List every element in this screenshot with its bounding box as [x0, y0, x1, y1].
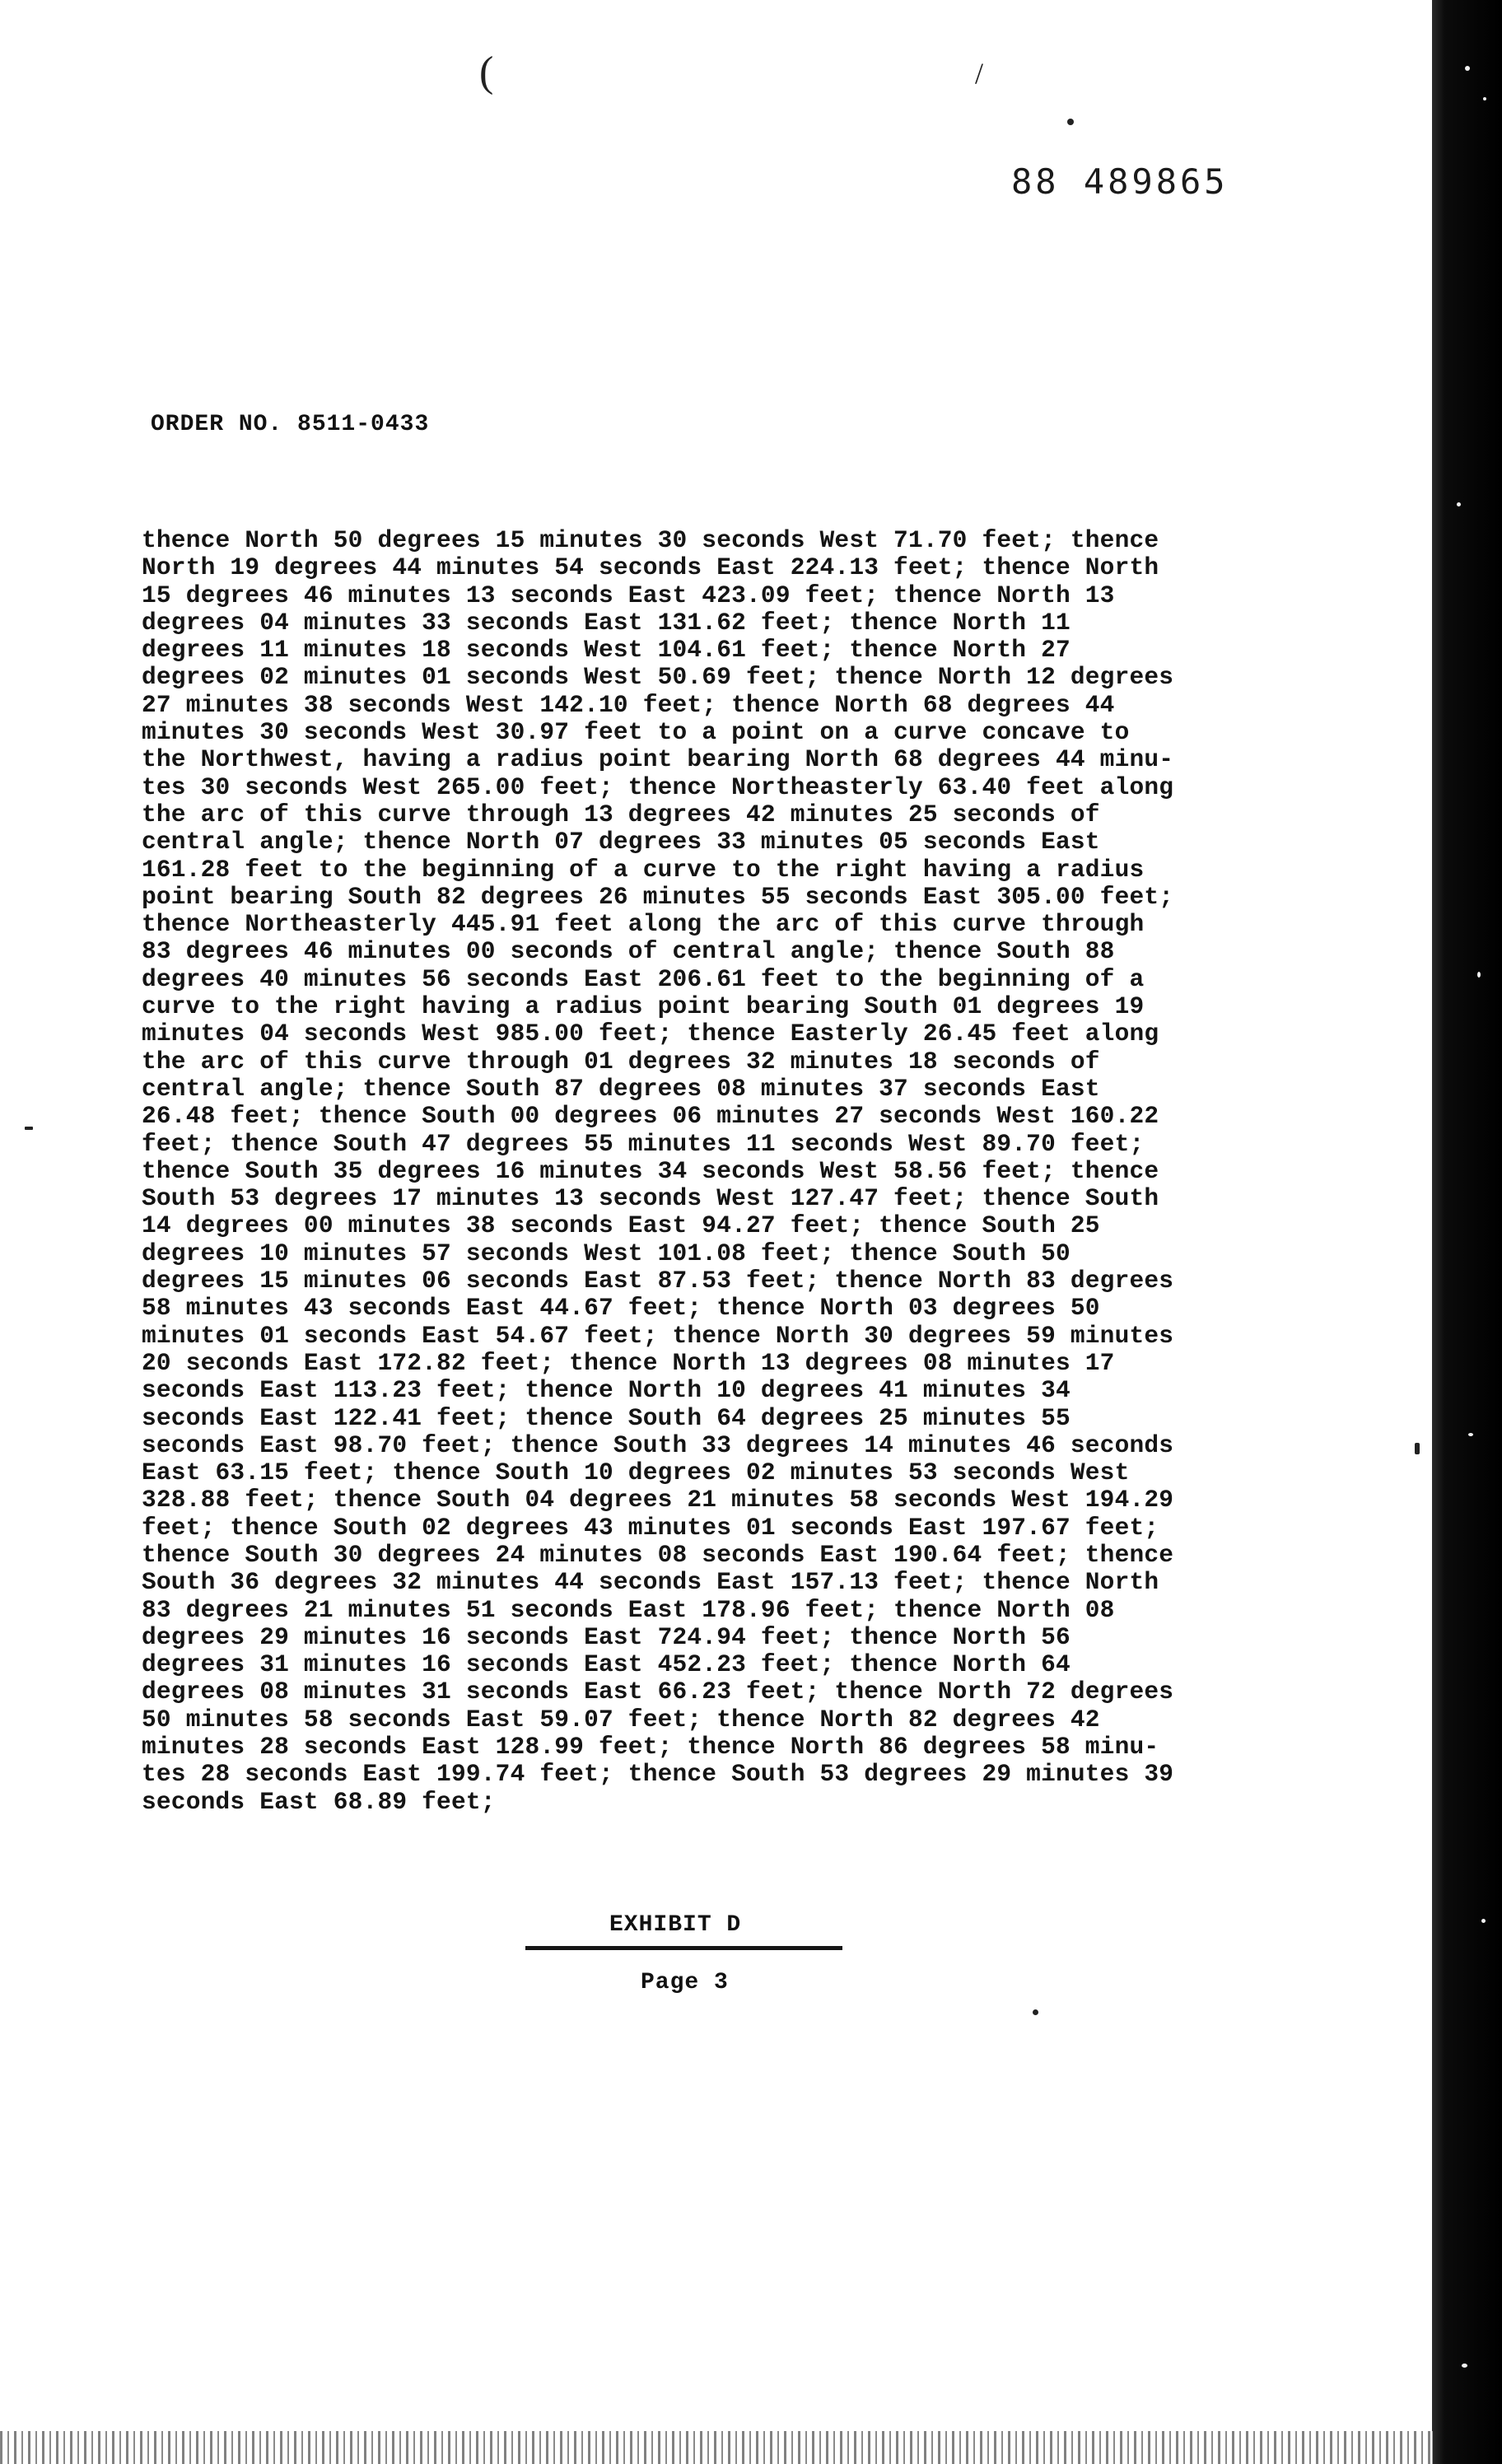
stray-dot — [1033, 2009, 1038, 2015]
page-number: Page 3 — [641, 1970, 729, 1995]
description-line: North 19 degrees 44 minutes 54 seconds East 224.13 feet; thence North — [142, 553, 1159, 582]
margin-mark — [1415, 1443, 1420, 1454]
description-line: 161.28 feet to the beginning of a curve to the right having a radius — [142, 855, 1145, 884]
description-line: the arc of this curve through 13 degrees 42 minutes 25 seconds of — [142, 800, 1100, 828]
description-line: degrees 29 minutes 16 seconds East 724.94 feet; thence North 56 — [142, 1622, 1071, 1651]
scan-speck — [1465, 66, 1470, 71]
description-line: 14 degrees 00 minutes 38 seconds East 94.27 feet; thence South 25 — [142, 1211, 1100, 1240]
exhibit-label: EXHIBIT D — [609, 1912, 742, 1938]
document-number: 88 489865 — [1011, 161, 1229, 202]
description-line: seconds East 68.89 feet; — [142, 1787, 496, 1816]
description-line: degrees 08 minutes 31 seconds East 66.23 feet; thence North 72 degrees — [142, 1678, 1174, 1706]
description-line: thence South 30 degrees 24 minutes 08 seconds East 190.64 feet; thence — [142, 1540, 1174, 1569]
description-line: minutes 28 seconds East 128.99 feet; thence North 86 degrees 58 minu- — [142, 1733, 1159, 1762]
description-line: thence Northeasterly 445.91 feet along the arc of this curve through — [142, 910, 1145, 939]
description-line: curve to the right having a radius point bearing South 01 degrees 19 — [142, 992, 1145, 1021]
open-paren-mark: ( — [479, 49, 494, 96]
description-line: seconds East 122.41 feet; thence South 64 degrees 25 minutes 55 — [142, 1403, 1071, 1432]
description-line: East 63.15 feet; thence South 10 degrees 02 minutes 53 seconds West — [142, 1458, 1130, 1487]
description-line: 15 degrees 46 minutes 13 seconds East 423.09 feet; thence North 13 — [142, 581, 1115, 609]
slash-mark: / — [975, 57, 984, 90]
description-line: seconds East 113.23 feet; thence North 10 degrees 41 minutes 34 — [142, 1376, 1071, 1405]
description-line: degrees 10 minutes 57 seconds West 101.08 feet; thence South 50 — [142, 1239, 1071, 1267]
description-line: minutes 04 seconds West 985.00 feet; thence Easterly 26.45 feet along — [142, 1020, 1159, 1048]
scan-speck — [1468, 1433, 1473, 1436]
description-line: 20 seconds East 172.82 feet; thence North 13 degrees 08 minutes 17 — [142, 1348, 1115, 1377]
description-line: tes 28 seconds East 199.74 feet; thence South 53 degrees 29 minutes 39 — [142, 1760, 1174, 1789]
description-line: seconds East 98.70 feet; thence South 33 degrees 14 minutes 46 seconds — [142, 1430, 1174, 1459]
scan-speck — [1483, 97, 1486, 100]
scan-bottom-noise — [0, 2431, 1433, 2464]
description-line: degrees 31 minutes 16 seconds East 452.23 feet; thence North 64 — [142, 1650, 1071, 1679]
description-line: minutes 30 seconds West 30.97 feet to a point on a curve concave to — [142, 718, 1130, 747]
description-line: thence North 50 degrees 15 minutes 30 seconds West 71.70 feet; thence — [142, 526, 1159, 554]
scan-speck — [1457, 502, 1461, 506]
description-line: central angle; thence North 07 degrees 33 minutes 05 seconds East — [142, 828, 1100, 856]
description-line: South 36 degrees 32 minutes 44 seconds East 157.13 feet; thence North — [142, 1568, 1159, 1597]
scan-dark-edge — [1432, 0, 1502, 2464]
scan-speck — [1481, 1919, 1486, 1923]
description-line: degrees 04 minutes 33 seconds East 131.62 feet; thence North 11 — [142, 608, 1071, 637]
description-line: feet; thence South 47 degrees 55 minutes 11 seconds West 89.70 feet; — [142, 1129, 1145, 1158]
description-line: point bearing South 82 degrees 26 minutes 55 seconds East 305.00 feet; — [142, 882, 1174, 911]
description-line: degrees 11 minutes 18 seconds West 104.61 feet; thence North 27 — [142, 636, 1071, 665]
description-line: thence South 35 degrees 16 minutes 34 seconds West 58.56 feet; thence — [142, 1156, 1159, 1185]
order-number: ORDER NO. 8511-0433 — [151, 412, 430, 437]
description-line: central angle; thence South 87 degrees 08 minutes 37 seconds East — [142, 1074, 1100, 1103]
description-line: degrees 15 minutes 06 seconds East 87.53 feet; thence North 83 degrees — [142, 1267, 1174, 1295]
description-line: 27 minutes 38 seconds West 142.10 feet; thence North 68 degrees 44 — [142, 690, 1115, 719]
legal-description — [142, 527, 1344, 1816]
description-line: 328.88 feet; thence South 04 degrees 21 minutes 58 seconds West 194.29 — [142, 1486, 1174, 1514]
description-line: 83 degrees 21 minutes 51 seconds East 178.96 feet; thence North 08 — [142, 1595, 1115, 1624]
description-line: 83 degrees 46 minutes 00 seconds of central angle; thence South 88 — [142, 937, 1115, 966]
description-line: minutes 01 seconds East 54.67 feet; thence North 30 degrees 59 minutes — [142, 1321, 1174, 1350]
description-line: 26.48 feet; thence South 00 degrees 06 minutes 27 seconds West 160.22 — [142, 1102, 1159, 1131]
scan-speck — [1462, 2364, 1467, 2368]
description-line: degrees 02 minutes 01 seconds West 50.69 feet; thence North 12 degrees — [142, 663, 1174, 692]
description-line: degrees 40 minutes 56 seconds East 206.61 feet to the beginning of a — [142, 964, 1145, 993]
margin-mark — [25, 1127, 33, 1130]
description-line: 50 minutes 58 seconds East 59.07 feet; thence North 82 degrees 42 — [142, 1705, 1100, 1734]
description-line: South 53 degrees 17 minutes 13 seconds West 127.47 feet; thence South — [142, 1184, 1159, 1213]
description-line: the Northwest, having a radius point bearing North 68 degrees 44 minu- — [142, 745, 1174, 774]
exhibit-underline — [525, 1946, 842, 1950]
description-line: feet; thence South 02 degrees 43 minutes 01 seconds East 197.67 feet; — [142, 1513, 1159, 1542]
description-line: 58 minutes 43 seconds East 44.67 feet; thence North 03 degrees 50 — [142, 1294, 1100, 1323]
stray-dot — [1067, 119, 1074, 125]
scan-speck — [1477, 972, 1481, 978]
description-line: tes 30 seconds West 265.00 feet; thence Northeasterly 63.40 feet along — [142, 772, 1174, 801]
description-line: the arc of this curve through 01 degrees 32 minutes 18 seconds of — [142, 1047, 1100, 1076]
